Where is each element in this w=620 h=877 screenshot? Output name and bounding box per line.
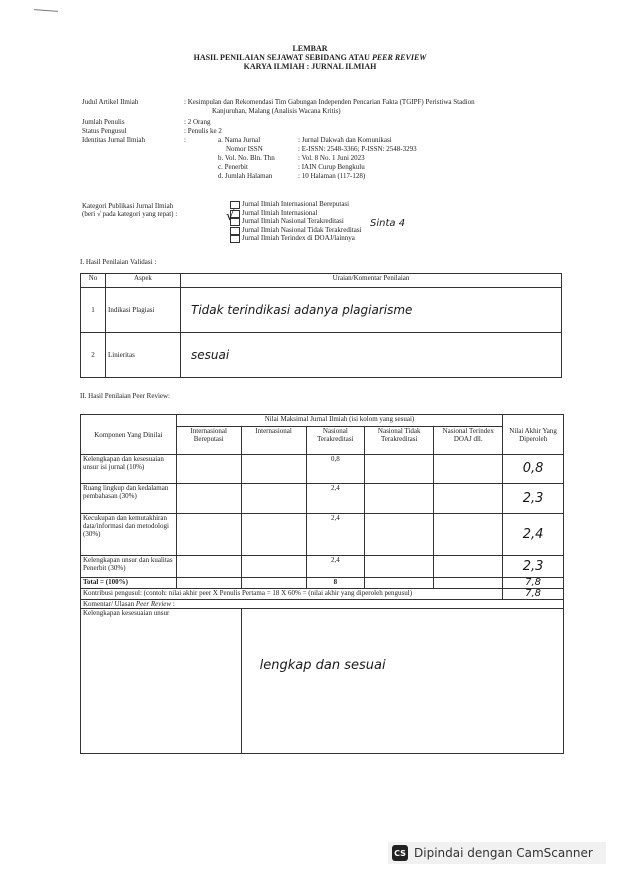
- jumlah-label: Jumlah Penulis: [82, 118, 125, 126]
- camscanner-logo-icon: CS: [392, 845, 408, 861]
- identitas-value-a: : Jurnal Dakwah dan Komunikasi: [298, 136, 392, 144]
- sub-col: Nasional Terakreditasi: [306, 427, 365, 455]
- judul-value-2: Kanjuruhan, Malang (Analisis Wacana Kritis): [212, 107, 341, 115]
- total-label: Total = (100%): [81, 578, 177, 589]
- identitas-label-e: d. Jumlah Halaman: [218, 172, 273, 180]
- nasional-value: 2,4: [306, 514, 365, 556]
- komentar-label: Komentar/ Ulasan Peer Review :: [81, 600, 564, 609]
- kategori-option-4[interactable]: Jurnal Ilmiah Nasional Tidak Terakreditasi: [230, 226, 450, 235]
- nilai-akhir: 0,8: [503, 455, 564, 484]
- row-comment: sesuai: [181, 333, 562, 378]
- review-table: [80, 414, 564, 754]
- identitas-value-c: : Vol. 8 No. 1 Juni 2023: [298, 154, 365, 162]
- status-label: Status Pengusul: [82, 127, 127, 135]
- nilai-akhir: 2,3: [503, 556, 564, 578]
- kategori-option-3[interactable]: Jurnal Ilmiah Nasional Terakreditasi: [230, 217, 450, 226]
- kontribusi-label: Kontribusi pengusul: (contoh: nilai akhir peer X Penulis Pertama = 18 X 60% = (nilai akhir yang diperoleh pengusul): [81, 589, 503, 600]
- identitas-label-c: b. Vol. No. Bln. Thn: [218, 154, 275, 162]
- identitas-label: Identitas Jurnal Ilmiah: [82, 136, 145, 144]
- komponen: Kelengkapan dan kesesuaian unsur isi jurnal (10%): [81, 455, 177, 484]
- col-nilai-max: Nilai Maksimal Jurnal Ilmiah (isi kolom yang sesuai): [176, 415, 502, 427]
- identitas-label-a: a. Nama Jurnal: [218, 136, 261, 144]
- kategori-label-1: Kategori Publikasi Jurnal Ilmiah: [82, 202, 174, 210]
- table-row: [81, 556, 564, 578]
- identitas-value-b: : E-ISSN: 2548-3366; P-ISSN: 2548-3293: [298, 145, 417, 153]
- row-no: 1: [81, 288, 106, 333]
- col-uraian: Uraian/Komentar Penilaian: [181, 274, 562, 288]
- kategori-label-2: (beri √ pada kategori yang tepat) :: [82, 210, 178, 218]
- kategori-options: [230, 200, 450, 243]
- total-row: [81, 578, 564, 589]
- nasional-value: 2,4: [306, 556, 365, 578]
- identitas-values: [298, 136, 498, 181]
- header-line1: LEMBAR: [292, 44, 328, 53]
- row-comment: Tidak terindikasi adanya plagiarisme: [181, 288, 562, 333]
- table-row: [81, 288, 562, 333]
- komponen: Kelengkapan unsur dan kualitas Penerbit (30%): [81, 556, 177, 578]
- judul-label: Judul Artikel Ilmiah: [82, 98, 139, 106]
- komponen: Ruang lingkup dan kedalaman pembahasan (30%): [81, 484, 177, 514]
- sub-col: Nasional Tidak Terakreditasi: [365, 427, 434, 455]
- table-row: [81, 455, 564, 484]
- sinta-note: Sinta 4: [370, 218, 406, 229]
- row-no: 2: [81, 333, 106, 378]
- row-aspek: Indikasi Plagiasi: [106, 288, 181, 333]
- scan-mark: [34, 9, 58, 12]
- kelengkapan-label: Kelengkapan kesesuaian unsur: [81, 609, 242, 754]
- validasi-title: I. Hasil Penilaian Validasi :: [80, 258, 157, 266]
- nasional-value: 0,8: [306, 455, 365, 484]
- total-nasional: 8: [306, 578, 365, 589]
- sub-col: Internasional: [241, 427, 306, 455]
- kategori-option-5[interactable]: Jurnal Ilmiah Terindex di DOAJ/lainnya: [230, 234, 450, 243]
- identitas-label-b: Nomor ISSN: [226, 145, 263, 153]
- camscanner-badge: [388, 842, 606, 864]
- table-row: [81, 484, 564, 514]
- jumlah-value: : 2 Orang: [184, 118, 211, 126]
- header-line2: HASIL PENILAIAN SEJAWAT SEBIDANG ATAU PEER REVIEW: [193, 53, 427, 62]
- identitas-value-d: : IAIN Curup Bengkulu: [298, 163, 365, 171]
- kelengkapan-comment: lengkap dan sesuai: [241, 609, 563, 754]
- col-akhir: Nilai Akhir Yang Diperoleh: [503, 415, 564, 455]
- col-no: No: [81, 274, 106, 288]
- identitas-labels: [218, 136, 298, 181]
- header-line3: KARYA ILMIAH : JURNAL ILMIAH: [243, 62, 377, 71]
- komponen: Kecukupan dan kemutakhiran data/informasi dan metodologi (30%): [81, 514, 177, 556]
- sub-col: Internasional Bereputasi: [176, 427, 241, 455]
- identitas-label-d: c. Penerbit: [218, 163, 248, 171]
- kategori-option-1[interactable]: Jurnal Ilmiah Internasional Bereputasi: [230, 200, 450, 209]
- nasional-value: 2,4: [306, 484, 365, 514]
- sub-col: Nasional Terindex DOAJ dll.: [434, 427, 503, 455]
- kontribusi-value: 7,8: [503, 589, 564, 600]
- table-row: [81, 514, 564, 556]
- kategori-label: [82, 202, 177, 218]
- col-komponen: Komponen Yang Dinilai: [81, 415, 177, 455]
- nilai-akhir: 2,3: [503, 484, 564, 514]
- col-aspek: Aspek: [106, 274, 181, 288]
- review-title: II. Hasil Penilaian Peer Review:: [80, 392, 171, 400]
- doc-header: [100, 44, 520, 71]
- judul-value: : Kesimpulan dan Rekomendasi Tim Gabungan Independen Pencarian Fakta (TGIPF) Peristiwa Stadion: [184, 98, 475, 106]
- scanner-text: Dipindai dengan CamScanner: [414, 846, 593, 860]
- status-value: : Penulis ke 2: [184, 127, 222, 135]
- identitas-colon: :: [184, 136, 186, 144]
- row-aspek: Linieritas: [106, 333, 181, 378]
- check-mark-icon: √: [226, 209, 235, 224]
- total-akhir: 7,8: [503, 578, 564, 589]
- validasi-table: [80, 273, 562, 378]
- identitas-value-e: : 10 Halaman (117-128): [298, 172, 366, 180]
- table-row: [81, 333, 562, 378]
- nilai-akhir: 2,4: [503, 514, 564, 556]
- kategori-option-2[interactable]: Jurnal Ilmiah Internasional: [230, 209, 450, 218]
- checkbox[interactable]: [230, 235, 240, 243]
